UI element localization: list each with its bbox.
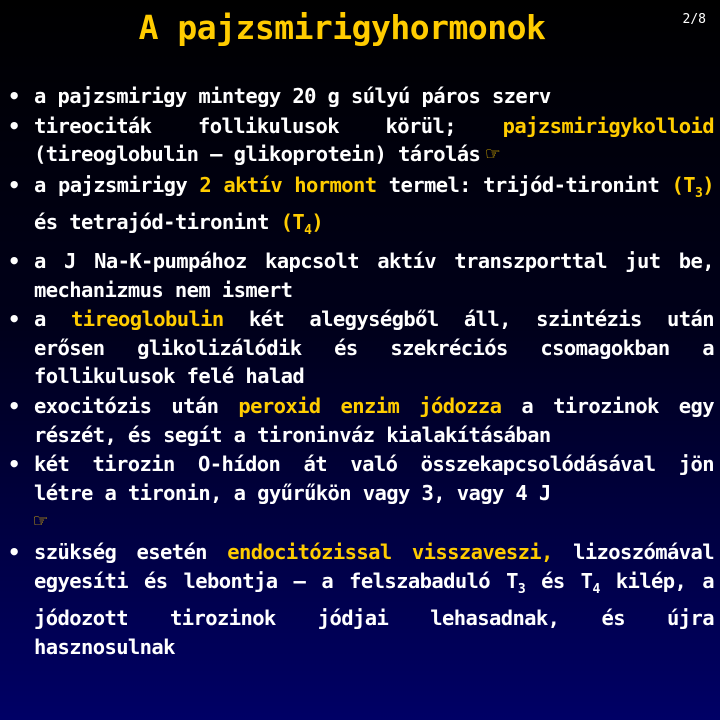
bullet-text: és T (525, 568, 593, 593)
highlight-text: endocitózissal visszaveszi, (227, 539, 553, 564)
bullet-text: két alegységből áll, szintézis után erősen glikolizálódik és szekréciós csomagokban a follikulusok felé halad (34, 307, 715, 389)
bullet-item (8, 247, 714, 304)
bullet-dot: • (8, 172, 20, 197)
bullet-text: a J Na-K-pumpához kapcsolt aktív transzporttal jut be, mechanizmus nem ismert (34, 248, 714, 302)
bullet-text: lizoszómával egyesíti és lebontja – a felszabaduló T (34, 539, 714, 593)
bullet-text: és tetrajód-tironint (34, 210, 281, 235)
subscript: 3 (695, 185, 703, 201)
bullet-item (8, 392, 714, 449)
highlight-text: peroxid enzim jódozza (238, 393, 502, 418)
subscript: 4 (304, 223, 312, 239)
highlight-text: pajzsmirigykolloid (502, 113, 714, 138)
bullet-item (8, 450, 714, 537)
subscript: 4 (592, 581, 600, 597)
highlight-text: tireoglobulin (71, 307, 224, 332)
bullet-text: a pajzsmirigy (34, 172, 200, 197)
pointing-hand-icon: ☞ (34, 509, 47, 535)
pointing-hand-icon: ☞ (486, 142, 499, 168)
bullet-item (8, 305, 714, 391)
bullet-text: a tirozinok egy részét, és segít a tironinváz kialakításában (34, 393, 715, 447)
highlight-text: ) (311, 210, 324, 235)
bullet-dot: • (8, 539, 20, 564)
bullet-list (8, 82, 714, 662)
bullet-text: tireociták follikulusok körül; (34, 113, 503, 138)
bullet-dot: • (8, 84, 20, 108)
bullet-dot: • (8, 452, 20, 477)
highlight-text: 2 aktív hormont (199, 172, 377, 197)
bullet-text: exocitózis után (34, 393, 239, 418)
bullet-text: a (34, 307, 72, 332)
bullet-text: (tireoglobulin – glikoprotein) tárolás (34, 142, 481, 167)
slide-title: A pajzsmirigyhormonok (138, 8, 546, 47)
bullet-item (8, 171, 714, 246)
subscript: 3 (517, 581, 526, 597)
bullet-dot: • (8, 307, 20, 332)
bullet-item (8, 538, 714, 661)
bullet-text: a pajzsmirigy mintegy 20 g súlyú páros szerv (34, 84, 551, 108)
bullet-text: szükség esetén (34, 539, 228, 564)
highlight-text: (T (280, 210, 305, 235)
bullet-text: két tirozin O-hídon át való összekapcsolódásával jön létre a tironin, a gyűrűkön vagy 3, vagy 4 J (34, 452, 714, 505)
page-number: 2/8 (682, 12, 706, 27)
highlight-text: ) (702, 172, 714, 197)
bullet-item (8, 82, 714, 111)
highlight-text: (T (671, 172, 696, 197)
bullet-dot: • (8, 248, 20, 273)
bullet-item (8, 112, 714, 170)
bullet-dot: • (8, 393, 20, 418)
bullet-dot: • (8, 113, 20, 138)
bullet-text: kilép, a jódozott tirozinok jódjai lehasadnak, és újra hasznosulnak (34, 568, 714, 659)
bullet-text: termel: trijód-tironint (376, 172, 672, 197)
